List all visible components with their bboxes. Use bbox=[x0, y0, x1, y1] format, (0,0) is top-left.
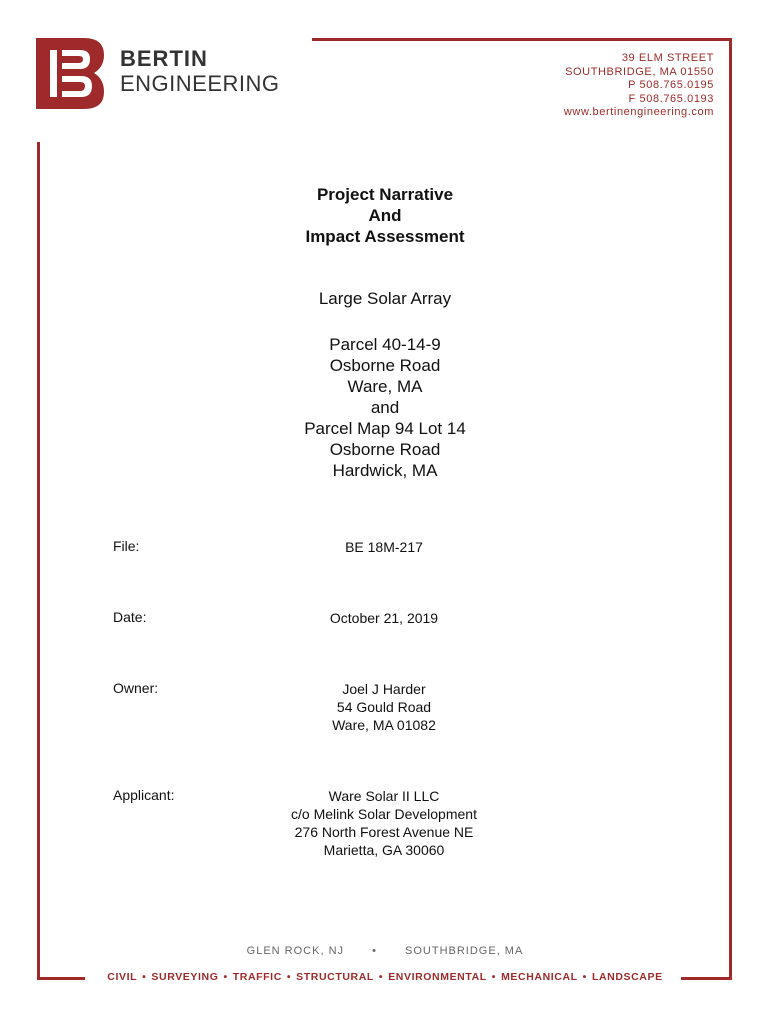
company-name bbox=[120, 48, 280, 95]
parcel-line: Ware, MA bbox=[347, 377, 423, 396]
applicant-line: Marietta, GA 30060 bbox=[323, 842, 445, 858]
service-landscape: LANDSCAPE bbox=[591, 971, 663, 983]
title-line2: And bbox=[368, 206, 402, 225]
footer-services bbox=[0, 971, 770, 983]
applicant-line: Ware Solar II LLC bbox=[328, 788, 440, 804]
footer-separator: • bbox=[582, 971, 587, 983]
file-label: File: bbox=[113, 538, 140, 554]
service-traffic: TRAFFIC bbox=[232, 971, 282, 983]
left-border bbox=[37, 142, 40, 980]
date-value: October 21, 2019 bbox=[329, 610, 439, 626]
parcel-line: Osborne Road bbox=[329, 356, 441, 375]
file-value: BE 18M-217 bbox=[345, 539, 423, 555]
bertin-logo-icon bbox=[36, 38, 104, 109]
applicant-line: c/o Melink Solar Development bbox=[291, 806, 477, 822]
parcel-line: and bbox=[370, 398, 400, 417]
applicant-value bbox=[214, 787, 554, 859]
office-southbridge: SOUTHBRIDGE, MA bbox=[405, 945, 524, 957]
title-line3: Impact Assessment bbox=[305, 227, 465, 246]
footer-separator: • bbox=[223, 971, 228, 983]
owner-value bbox=[214, 680, 554, 734]
service-surveying: SURVEYING bbox=[151, 971, 219, 983]
footer-separator: • bbox=[286, 971, 292, 983]
owner-label: Owner: bbox=[113, 680, 159, 696]
service-mechanical: MECHANICAL bbox=[501, 971, 578, 983]
parcel-line: Osborne Road bbox=[329, 440, 441, 459]
footer-separator: • bbox=[378, 971, 384, 983]
parcel-line: Parcel 40-14-9 bbox=[329, 335, 441, 354]
owner-line: 54 Gould Road bbox=[336, 699, 432, 715]
right-border bbox=[729, 38, 732, 978]
applicant-line: 276 North Forest Avenue NE bbox=[294, 824, 474, 840]
date-label: Date: bbox=[113, 609, 147, 625]
footer-separator: • bbox=[491, 971, 497, 983]
document-title bbox=[0, 184, 770, 247]
owner-line: Ware, MA 01082 bbox=[332, 717, 436, 733]
footer-offices bbox=[0, 945, 770, 957]
address-street: 39 ELM STREET bbox=[621, 52, 714, 64]
applicant-label: Applicant: bbox=[113, 787, 175, 803]
company-name-line2: ENGINEERING bbox=[120, 71, 280, 96]
parcel-line: Parcel Map 94 Lot 14 bbox=[304, 419, 466, 438]
footer-separator: • bbox=[372, 945, 377, 957]
address-website: www.bertinengineering.com bbox=[563, 106, 714, 118]
header-rule bbox=[312, 38, 732, 41]
parcel-description bbox=[0, 334, 770, 481]
project-name: Large Solar Array bbox=[318, 289, 452, 308]
office-glen-rock: GLEN ROCK, NJ bbox=[246, 945, 345, 957]
company-address bbox=[564, 52, 714, 120]
company-name-line1: BERTIN bbox=[120, 46, 208, 71]
address-phone: P 508.765.0195 bbox=[628, 79, 714, 91]
parcel-line: Hardwick, MA bbox=[332, 461, 438, 480]
address-fax: F 508.765.0193 bbox=[628, 92, 714, 105]
footer-separator: • bbox=[142, 971, 147, 983]
address-city: SOUTHBRIDGE, MA 01550 bbox=[565, 65, 714, 78]
title-line1: Project Narrative bbox=[316, 185, 454, 204]
service-structural: STRUCTURAL bbox=[296, 971, 374, 983]
service-environmental: ENVIRONMENTAL bbox=[388, 971, 487, 983]
owner-line: Joel J Harder bbox=[342, 681, 426, 697]
service-civil: CIVIL bbox=[107, 971, 138, 983]
